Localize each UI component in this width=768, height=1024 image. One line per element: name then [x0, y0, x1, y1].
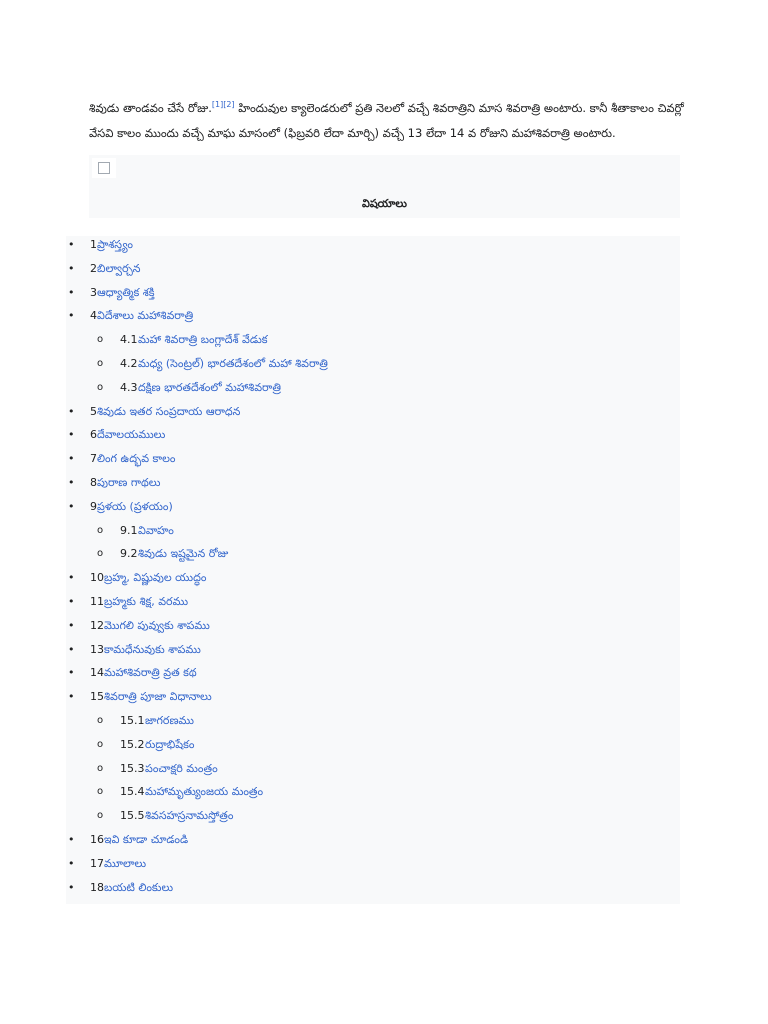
- bullet-icon: •: [68, 595, 75, 608]
- toc-item-link[interactable]: జాగరణము: [145, 714, 194, 727]
- toc-item-link[interactable]: శివుడు ఇష్టమైన రోజు: [138, 547, 229, 561]
- toc-item-link[interactable]: ఇవి కూడా చూడండి: [104, 833, 189, 846]
- toc-item-link[interactable]: రుద్రాభిషేకం: [145, 737, 195, 751]
- bullet-icon: •: [68, 666, 75, 680]
- toc-item[interactable]: [66, 353, 680, 375]
- toc-item[interactable]: [66, 591, 680, 613]
- toc-item-link[interactable]: బ్రహ్మ, విష్ణువుల యుద్ధం: [104, 571, 207, 585]
- toc-item-number: 6: [90, 428, 97, 442]
- intro-paragraph: [89, 96, 689, 146]
- bullet-icon: •: [68, 238, 75, 251]
- toc-item[interactable]: [66, 639, 680, 661]
- toc-item-number: 15: [90, 690, 104, 704]
- circle-bullet-icon: o: [97, 381, 104, 393]
- toc-item[interactable]: [66, 615, 680, 637]
- toc-item[interactable]: [66, 234, 680, 256]
- bullet-icon: •: [68, 618, 75, 632]
- toc-item-number: 15.5: [120, 809, 145, 823]
- bullet-icon: •: [68, 642, 75, 656]
- toc-item-number: 9.1: [120, 523, 138, 537]
- toc-item-number: 9: [90, 499, 97, 513]
- circle-bullet-icon: o: [97, 548, 104, 560]
- toc-item-link[interactable]: బయటి లింకులు: [104, 880, 174, 894]
- toc-item-number: 7: [90, 452, 97, 466]
- toc-item-link[interactable]: వివాహం: [138, 523, 174, 537]
- toc-header: [89, 155, 680, 218]
- bullet-icon: •: [68, 285, 75, 299]
- toc-item-number: 12: [90, 618, 104, 632]
- bullet-icon: •: [68, 571, 75, 585]
- toc-item-number: 13: [90, 642, 104, 656]
- circle-bullet-icon: o: [97, 715, 104, 726]
- bullet-icon: •: [68, 476, 75, 489]
- toc-item[interactable]: [66, 781, 680, 803]
- toc-item-number: 15.2: [120, 737, 145, 751]
- circle-bullet-icon: o: [97, 358, 104, 369]
- toc-item[interactable]: [66, 734, 680, 756]
- toc-item-link[interactable]: ఆధ్యాత్మిక శక్తి: [97, 285, 155, 299]
- toc-item[interactable]: [66, 710, 680, 732]
- bullet-icon: •: [68, 690, 75, 704]
- toc-item-link[interactable]: బ్రహ్మకు శిక్ష, వరము: [104, 595, 189, 608]
- intro-text-rest: హిందువుల క్యాలెండరులో ప్రతి నెలలో వచ్చే శివరాత్రిని మాస శివరాత్రి అంటారు. కానీ శీతాకాలం చివర్లో వేసవి కాలం ముందు వచ్చే మాఘ మాసంలో (ఫిబ్రవరి లేదా మార్చి) వచ్చే 13 లేదా 14 వ రోజుని మహాశివరాత్రి అంటారు.: [89, 101, 684, 140]
- toc-item-link[interactable]: శివసహస్రనామస్తోత్రం: [145, 809, 234, 823]
- toc-item[interactable]: [66, 305, 680, 327]
- toc-item[interactable]: [66, 329, 680, 351]
- toc-item[interactable]: [66, 829, 680, 851]
- toc-item-number: 2: [90, 261, 97, 275]
- toc-item-link[interactable]: బిల్వార్చన: [97, 261, 141, 275]
- toc-item-link[interactable]: మహామృత్యుంజయ మంత్రం: [145, 785, 264, 799]
- toc-item-link[interactable]: మహా శివరాత్రి బంగ్లాదేశ్ వేడుక: [138, 333, 268, 347]
- toc-item-number: 10: [90, 571, 104, 585]
- bullet-icon: •: [68, 428, 75, 442]
- toc-item-number: 4.2: [120, 357, 138, 370]
- circle-bullet-icon: o: [97, 524, 104, 536]
- toc-item[interactable]: [66, 496, 680, 518]
- toc-item[interactable]: [66, 258, 680, 280]
- bullet-icon: •: [68, 856, 75, 870]
- bullet-icon: •: [68, 499, 75, 513]
- toc-item[interactable]: [66, 567, 680, 589]
- toc-item-number: 4: [90, 309, 97, 323]
- toc-item[interactable]: [66, 686, 680, 708]
- toc-item[interactable]: [66, 472, 680, 494]
- toc-title: విషయాలు: [362, 197, 407, 210]
- toc-list: [66, 236, 680, 904]
- toc-item-number: 1: [90, 238, 97, 251]
- toc-item-link[interactable]: కామధేనువుకు శాపము: [104, 642, 201, 656]
- toc-item-number: 4.1: [120, 333, 138, 347]
- circle-bullet-icon: o: [97, 738, 104, 750]
- toc-item[interactable]: [66, 377, 680, 399]
- toc-item[interactable]: [66, 543, 680, 565]
- toc-item-number: 5: [90, 404, 97, 418]
- toc-item[interactable]: [66, 424, 680, 446]
- bullet-icon: •: [68, 309, 75, 323]
- toc-item-number: 3: [90, 285, 97, 299]
- toc-item-link[interactable]: శివుడు ఇతర సంప్రదాయ ఆరాధన: [97, 404, 241, 418]
- toc-item-number: 11: [90, 595, 104, 608]
- toc-item[interactable]: [66, 758, 680, 780]
- circle-bullet-icon: o: [97, 786, 104, 798]
- toc-item[interactable]: [66, 520, 680, 542]
- toc-item-link[interactable]: లింగ ఉద్భవ కాలం: [97, 452, 176, 466]
- toc-item-link[interactable]: మూలాలు: [104, 856, 147, 870]
- toc-item-link[interactable]: ప్రాశస్త్యం: [97, 238, 134, 251]
- toc-item-link[interactable]: మధ్య (సెంట్రల్) భారతదేశంలో మహా శివరాత్రి: [138, 357, 328, 370]
- toc-item-link[interactable]: విదేశాలు మహాశివరాత్రి: [97, 309, 194, 323]
- bullet-icon: •: [68, 261, 75, 275]
- toc-item-number: 9.2: [120, 547, 138, 561]
- toc-item-number: 16: [90, 833, 104, 846]
- toc-item[interactable]: [66, 877, 680, 899]
- toc-item-link[interactable]: దేవాలయములు: [97, 428, 166, 442]
- bullet-icon: •: [68, 833, 75, 846]
- intro-text-start: శివుడు తాండవం చేసే రోజు.: [89, 101, 212, 115]
- toc-item[interactable]: [66, 853, 680, 875]
- toc-item[interactable]: [66, 448, 680, 470]
- bullet-icon: •: [68, 880, 75, 894]
- circle-bullet-icon: o: [97, 334, 104, 346]
- toc-item[interactable]: [66, 282, 680, 304]
- toc-toggle-checkbox[interactable]: [92, 158, 116, 178]
- bullet-icon: •: [68, 452, 75, 466]
- toc-item-link[interactable]: ప్రళయ (ప్రళయం): [97, 499, 173, 513]
- circle-bullet-icon: o: [97, 810, 104, 822]
- toc-item-number: 15.1: [120, 714, 145, 727]
- toc-item-number: 14: [90, 666, 104, 680]
- toc-item-link[interactable]: దక్షిణ భారతదేశంలో మహాశివరాత్రి: [138, 380, 281, 394]
- toc-item-link[interactable]: మొగలి పువ్వుకు శాపము: [104, 618, 210, 632]
- toc-item-number: 4.3: [120, 380, 138, 394]
- toc-item[interactable]: [66, 805, 680, 827]
- toc-item-link[interactable]: శివరాత్రి పూజా విధానాలు: [104, 690, 212, 704]
- toc-item-number: 8: [90, 476, 97, 489]
- bullet-icon: •: [68, 404, 75, 418]
- toc-item-link[interactable]: పంచాక్షరి మంత్రం: [145, 761, 218, 775]
- reference-link[interactable]: [1][2]: [211, 100, 235, 110]
- toc-item[interactable]: [66, 662, 680, 684]
- checkbox-icon: [98, 162, 110, 174]
- toc-item-number: 15.4: [120, 785, 145, 799]
- toc-item-link[interactable]: మహాశివరాత్రి వ్రత కథ: [104, 666, 197, 680]
- toc-item-number: 18: [90, 880, 104, 894]
- circle-bullet-icon: o: [97, 762, 104, 774]
- toc-item-number: 15.3: [120, 761, 145, 775]
- toc-item-number: 17: [90, 856, 104, 870]
- toc-item[interactable]: [66, 401, 680, 423]
- toc-item-link[interactable]: పురాణ గాథలు: [97, 476, 161, 489]
